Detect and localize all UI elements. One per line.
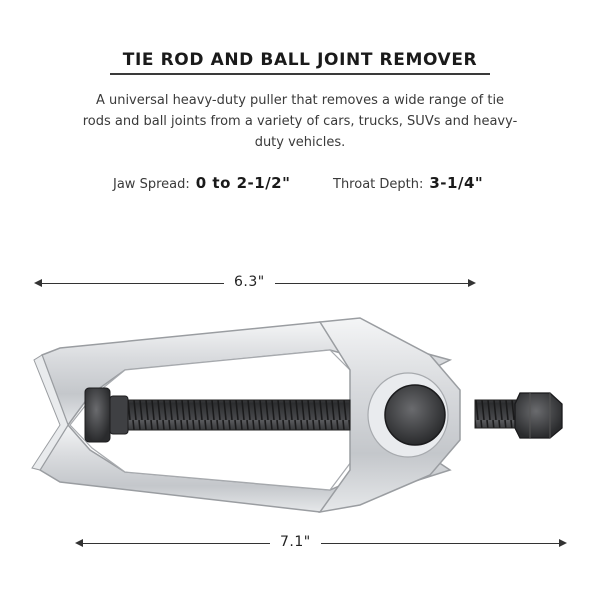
arrow-right-icon: [468, 279, 476, 287]
bottom-dimension-line: [81, 543, 561, 544]
throat-depth-label: Throat Depth:: [333, 177, 424, 192]
throat-depth-value: 3-1/4": [429, 174, 484, 192]
jaw-spread-label: Jaw Spread:: [113, 177, 190, 192]
jaw-spread-value: 0 to 2-1/2": [195, 174, 291, 192]
arrow-right-icon: [559, 539, 567, 547]
pivot-bolt: [385, 385, 445, 445]
jaw-cap: [85, 388, 128, 442]
top-dimension-label: 6.3": [224, 274, 275, 290]
hex-nut: [515, 393, 562, 438]
title-underline: [110, 73, 490, 75]
tie-rod-puller-image: [30, 300, 575, 525]
jaw-spread-spec: [113, 174, 290, 192]
product-title: TIE ROD AND BALL JOINT REMOVER: [122, 50, 478, 70]
bottom-dimension-label: 7.1": [270, 534, 321, 550]
product-description: A universal heavy-duty puller that removes a wide range of tie rods and ball joints from a variety of cars, trucks, SUVs and heavy-duty vehicles.: [82, 93, 518, 150]
throat-depth-spec: [333, 174, 483, 192]
